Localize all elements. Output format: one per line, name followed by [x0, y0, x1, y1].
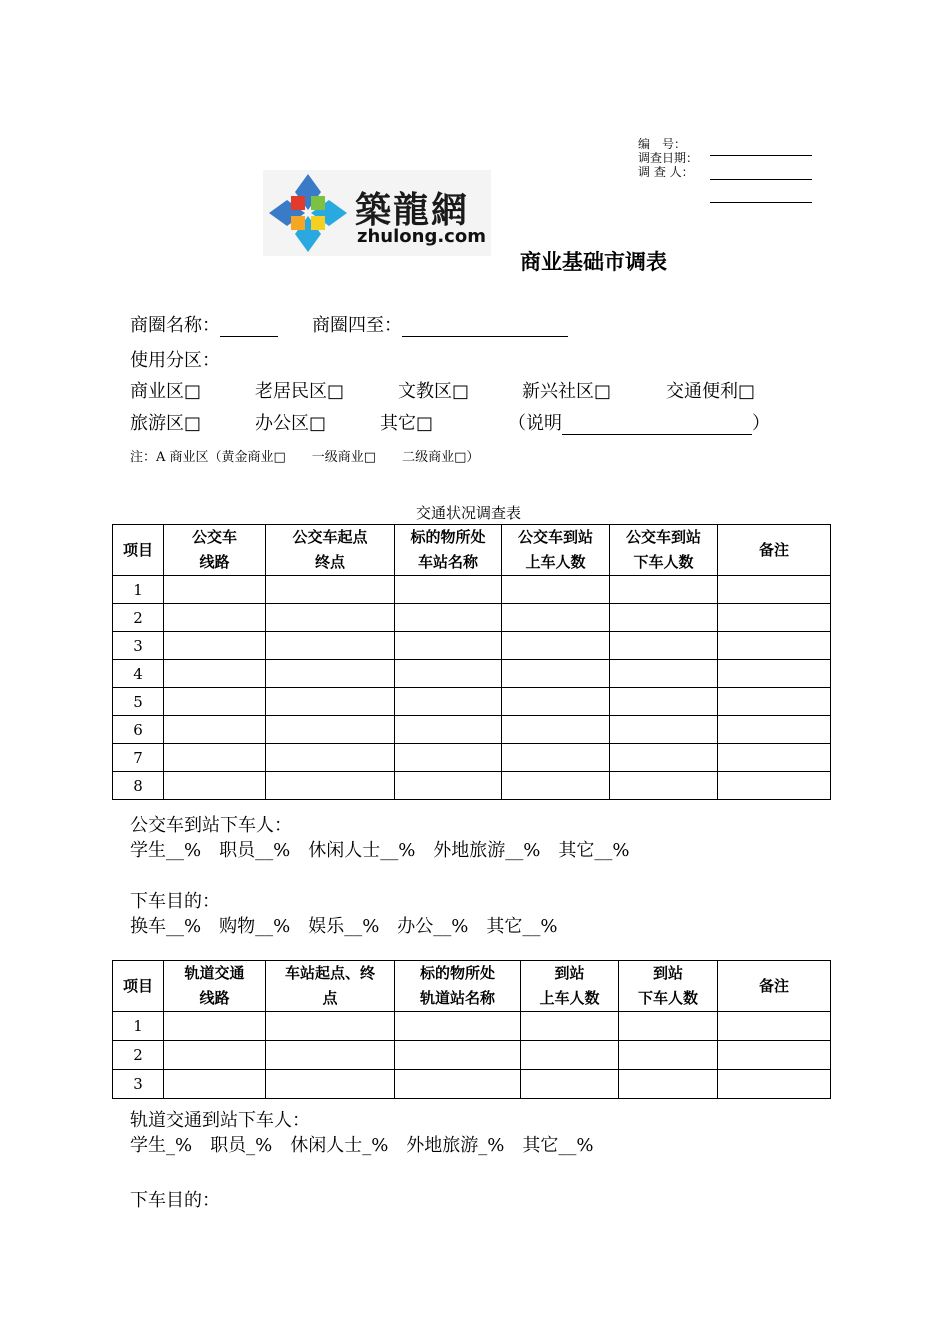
- bus-alight-line[interactable]: 学生__% 职员__% 休闲人士__% 外地旅游__% 其它__%: [130, 840, 630, 861]
- table-cell[interactable]: [164, 772, 266, 800]
- table-cell[interactable]: [395, 604, 502, 632]
- table-cell[interactable]: [502, 688, 610, 716]
- table-cell[interactable]: [164, 576, 266, 604]
- table-row: [113, 1070, 831, 1099]
- table-cell[interactable]: [718, 1041, 831, 1070]
- table-cell[interactable]: [718, 576, 831, 604]
- rail-col-item: 项目: [113, 961, 164, 1012]
- rail-col-boarding: 到站 上车人数: [521, 961, 619, 1012]
- zone-label: 使用分区：: [130, 350, 220, 371]
- table-cell[interactable]: [164, 1041, 266, 1070]
- logo-latin-text: zhulong.com: [357, 226, 486, 247]
- bus-purpose-title: 下车目的：: [130, 891, 220, 912]
- table-cell[interactable]: [502, 744, 610, 772]
- table-cell[interactable]: [610, 744, 718, 772]
- explain-field[interactable]: [562, 416, 752, 435]
- table-cell[interactable]: [718, 632, 831, 660]
- table-row: [113, 744, 831, 772]
- circle-bounds-field[interactable]: [402, 318, 568, 337]
- table-cell[interactable]: [610, 772, 718, 800]
- table-row: [113, 660, 831, 688]
- row-number: 3: [113, 632, 164, 660]
- table-cell[interactable]: [521, 1012, 619, 1041]
- circle-name-field[interactable]: [220, 318, 278, 337]
- table-cell[interactable]: [266, 632, 395, 660]
- rail-alight-title: 轨道交通到站下车人：: [130, 1110, 310, 1131]
- table-cell[interactable]: [266, 576, 395, 604]
- row-number: 5: [113, 688, 164, 716]
- bus-col-remarks: 备注: [718, 525, 831, 576]
- row-number: 8: [113, 772, 164, 800]
- table-cell[interactable]: [610, 716, 718, 744]
- bus-col-boarding: 公交车到站 上车人数: [502, 525, 610, 576]
- table-cell[interactable]: [610, 576, 718, 604]
- zone-old-residential[interactable]: 老居民区□: [255, 381, 345, 402]
- row-number: 3: [113, 1070, 164, 1099]
- table-cell[interactable]: [395, 1070, 521, 1099]
- rail-table: [112, 960, 831, 1099]
- row-number: 2: [113, 604, 164, 632]
- table-cell[interactable]: [610, 688, 718, 716]
- number-field[interactable]: [710, 202, 812, 203]
- survey-date-field[interactable]: [710, 155, 812, 156]
- circle-bounds-label: 商圈四至：: [312, 315, 402, 336]
- explain-open: （说明: [508, 413, 562, 434]
- surveyor-field[interactable]: [710, 179, 812, 180]
- table-cell[interactable]: [619, 1070, 718, 1099]
- table-cell[interactable]: [266, 716, 395, 744]
- table-row: [113, 772, 831, 800]
- table-cell[interactable]: [266, 1070, 395, 1099]
- table-cell[interactable]: [395, 632, 502, 660]
- explain-row: [508, 409, 770, 435]
- rail-col-start-end: 车站起点、终 点: [266, 961, 395, 1012]
- bus-col-route: 公交车 线路: [164, 525, 266, 576]
- table-cell[interactable]: [718, 660, 831, 688]
- table-cell[interactable]: [266, 604, 395, 632]
- table-cell[interactable]: [610, 660, 718, 688]
- bus-table-caption: 交通状况调查表: [416, 504, 522, 522]
- table-cell[interactable]: [619, 1012, 718, 1041]
- number-label: 编 号：: [638, 137, 687, 151]
- table-cell[interactable]: [610, 604, 718, 632]
- rail-col-alighting: 到站 下车人数: [619, 961, 718, 1012]
- bus-table-header: [113, 525, 831, 576]
- row-number: 2: [113, 1041, 164, 1070]
- table-cell[interactable]: [164, 1012, 266, 1041]
- zone-note: 注：A 商业区（黄金商业□ 一级商业□ 二级商业□）: [130, 450, 480, 465]
- table-cell[interactable]: [718, 1070, 831, 1099]
- circle-name-label: 商圈名称：: [130, 315, 220, 336]
- table-cell[interactable]: [718, 772, 831, 800]
- surveyor-label: 调 查 人：: [638, 165, 694, 179]
- table-cell[interactable]: [502, 716, 610, 744]
- table-cell[interactable]: [395, 716, 502, 744]
- table-cell[interactable]: [164, 660, 266, 688]
- rail-col-route: 轨道交通 线路: [164, 961, 266, 1012]
- table-cell[interactable]: [266, 1041, 395, 1070]
- row-number: 1: [113, 576, 164, 604]
- zone-culture-education[interactable]: 文教区□: [398, 381, 470, 402]
- table-cell[interactable]: [164, 1070, 266, 1099]
- rail-table-header: [113, 961, 831, 1012]
- explain-close: ）: [752, 413, 770, 434]
- row-number: 6: [113, 716, 164, 744]
- table-row: [113, 716, 831, 744]
- table-cell[interactable]: [502, 660, 610, 688]
- table-cell[interactable]: [395, 660, 502, 688]
- table-cell[interactable]: [266, 772, 395, 800]
- table-cell[interactable]: [718, 744, 831, 772]
- table-row: [113, 688, 831, 716]
- table-cell[interactable]: [266, 744, 395, 772]
- table-cell[interactable]: [619, 1041, 718, 1070]
- row-number: 1: [113, 1012, 164, 1041]
- logo-pinwheel-icon: [265, 170, 351, 256]
- table-cell[interactable]: [266, 660, 395, 688]
- rail-purpose-title: 下车目的：: [130, 1190, 220, 1211]
- table-row: [113, 604, 831, 632]
- rail-alight-line[interactable]: 学生_% 职员_% 休闲人士_% 外地旅游_% 其它__%: [130, 1135, 594, 1156]
- row-number: 7: [113, 744, 164, 772]
- bus-table: [112, 524, 831, 800]
- row-number: 4: [113, 660, 164, 688]
- zone-tourism[interactable]: 旅游区□: [130, 413, 202, 434]
- table-row: [113, 1041, 831, 1070]
- table-row: [113, 576, 831, 604]
- table-cell[interactable]: [718, 604, 831, 632]
- zone-office[interactable]: 办公区□: [255, 413, 327, 434]
- zone-transport[interactable]: 交通便利□: [666, 381, 756, 402]
- table-cell[interactable]: [395, 1012, 521, 1041]
- table-cell[interactable]: [502, 632, 610, 660]
- zone-other[interactable]: 其它□: [380, 413, 434, 434]
- rail-col-remarks: 备注: [718, 961, 831, 1012]
- table-cell[interactable]: [718, 1012, 831, 1041]
- circle-name-row: [130, 311, 278, 337]
- table-cell[interactable]: [395, 576, 502, 604]
- circle-bounds-row: [312, 311, 568, 337]
- table-cell[interactable]: [395, 772, 502, 800]
- bus-purpose-line[interactable]: 换车__% 购物__% 娱乐__% 办公__% 其它__%: [130, 916, 558, 937]
- table-cell[interactable]: [610, 632, 718, 660]
- zone-new-community[interactable]: 新兴社区□: [522, 381, 612, 402]
- table-cell[interactable]: [718, 716, 831, 744]
- table-cell[interactable]: [395, 1041, 521, 1070]
- table-cell[interactable]: [521, 1070, 619, 1099]
- table-cell[interactable]: [502, 604, 610, 632]
- logo-chinese-text: 築龍網: [355, 190, 470, 231]
- table-cell[interactable]: [266, 688, 395, 716]
- bus-col-alighting: 公交车到站 下车人数: [610, 525, 718, 576]
- bus-col-station: 标的物所处 车站名称: [395, 525, 502, 576]
- table-cell[interactable]: [502, 576, 610, 604]
- table-cell[interactable]: [395, 744, 502, 772]
- bus-col-item: 项目: [113, 525, 164, 576]
- table-cell[interactable]: [502, 772, 610, 800]
- zone-commercial[interactable]: 商业区□: [130, 381, 202, 402]
- bus-alight-title: 公交车到站下车人：: [130, 815, 292, 836]
- table-cell[interactable]: [395, 688, 502, 716]
- table-cell[interactable]: [266, 1012, 395, 1041]
- table-cell[interactable]: [164, 688, 266, 716]
- table-row: [113, 1012, 831, 1041]
- table-row: [113, 632, 831, 660]
- table-cell[interactable]: [521, 1041, 619, 1070]
- table-cell[interactable]: [164, 744, 266, 772]
- zhulong-logo: [263, 170, 491, 256]
- table-cell[interactable]: [718, 688, 831, 716]
- rail-col-station: 标的物所处 轨道站名称: [395, 961, 521, 1012]
- table-cell[interactable]: [164, 604, 266, 632]
- table-cell[interactable]: [164, 716, 266, 744]
- survey-date-label: 调查日期：: [638, 151, 699, 165]
- table-cell[interactable]: [164, 632, 266, 660]
- bus-col-start-end: 公交车起点 终点: [266, 525, 395, 576]
- page-title: 商业基础市调表: [520, 249, 667, 274]
